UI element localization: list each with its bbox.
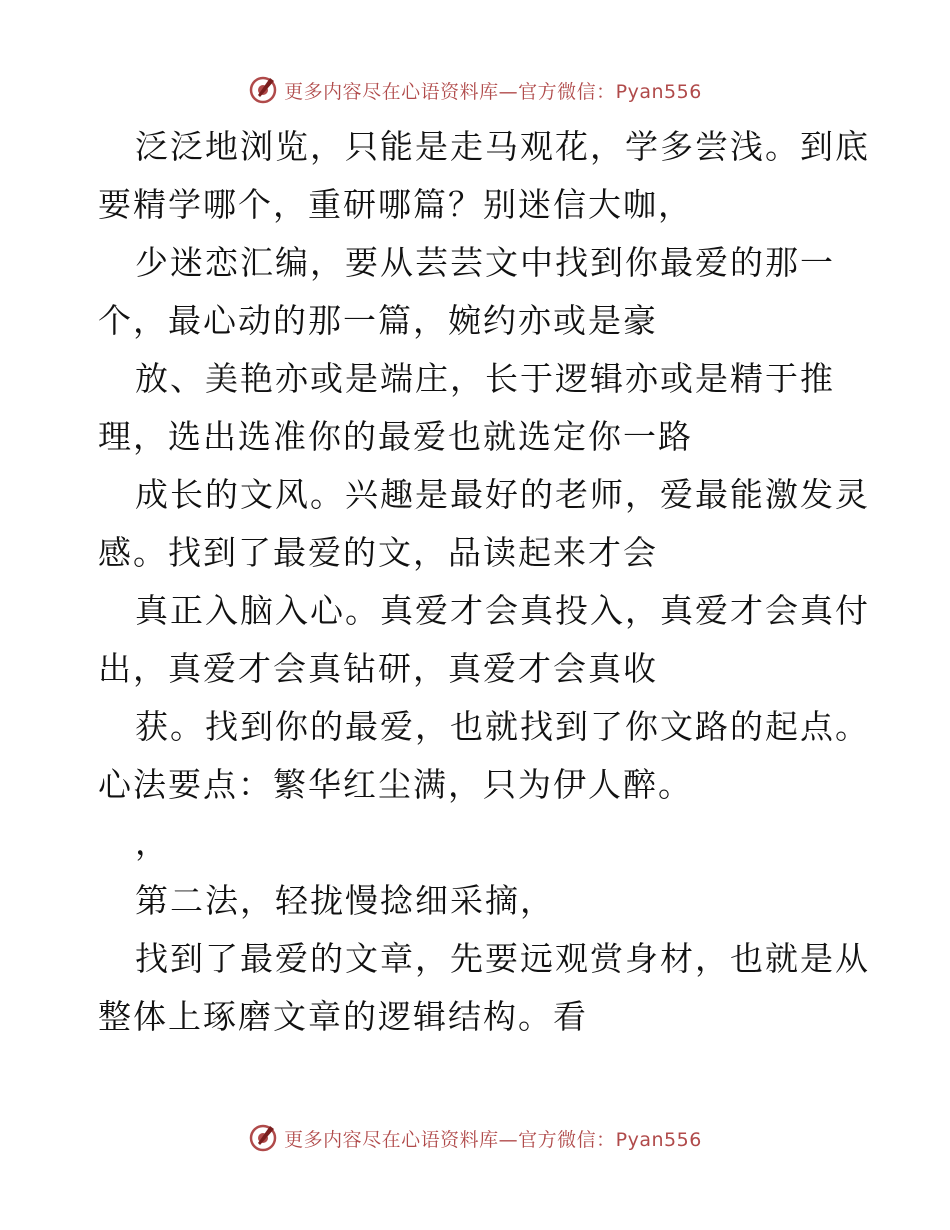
text-line: ， xyxy=(135,823,170,862)
quill-seal-icon xyxy=(248,1123,278,1153)
text-line: 心法要点：繁华红尘满，只为伊人醉。 xyxy=(98,765,693,804)
text-line: 第二法，轻拢慢捻细采摘， xyxy=(135,881,555,920)
text-line: 出，真爱才会真钻研，真爱才会真收 xyxy=(98,649,658,688)
text-line: 放、美艳亦或是端庄，长于逻辑亦或是精于推 xyxy=(135,359,835,398)
text-line: 成长的文风。兴趣是最好的老师，爱最能激发灵 xyxy=(135,475,870,514)
text-line: 找到了最爱的文章，先要远观赏身材，也就是从 xyxy=(135,939,870,978)
text-line: 感。找到了最爱的文，品读起来才会 xyxy=(98,533,658,572)
text-line: 理，选出选准你的最爱也就选定你一路 xyxy=(98,417,693,456)
text-line: 少迷恋汇编，要从芸芸文中找到你最爱的那一 xyxy=(135,243,835,282)
footer-watermark xyxy=(0,1120,950,1156)
text-line: 真正入脑入心。真爱才会真投入，真爱才会真付 xyxy=(135,591,870,630)
quill-seal-icon xyxy=(248,75,278,105)
text-line: 泛泛地浏览，只能是走马观花，学多尝浅。到底 xyxy=(135,127,870,166)
document-body xyxy=(98,118,868,1046)
footer-watermark-text: 更多内容尽在心语资料库—官方微信：Pyan556 xyxy=(284,1128,702,1151)
text-line: 要精学哪个，重研哪篇？别迷信大咖， xyxy=(98,185,693,224)
header-watermark-text: 更多内容尽在心语资料库—官方微信：Pyan556 xyxy=(284,80,702,103)
text-line: 整体上琢磨文章的逻辑结构。看 xyxy=(98,997,588,1036)
header-watermark xyxy=(0,72,950,108)
text-line: 获。找到你的最爱，也就找到了你文路的起点。 xyxy=(135,707,870,746)
text-line: 个，最心动的那一篇，婉约亦或是豪 xyxy=(98,301,658,340)
